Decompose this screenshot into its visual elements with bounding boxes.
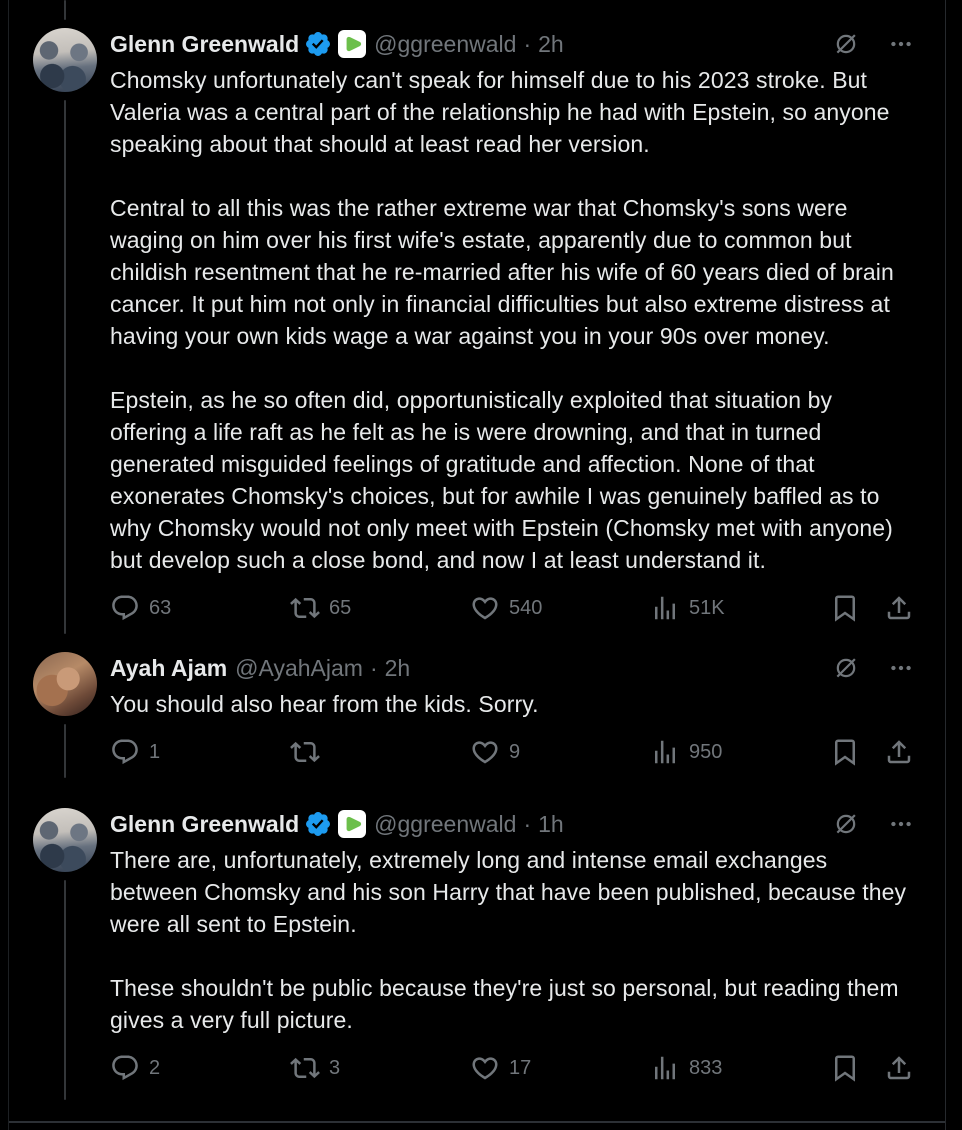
reply-count: 1 xyxy=(149,740,161,763)
more-icon[interactable] xyxy=(888,811,914,837)
views-icon xyxy=(650,593,680,623)
tweet xyxy=(9,638,945,794)
share-icon[interactable] xyxy=(884,593,914,623)
views-icon xyxy=(650,1053,680,1083)
avatar[interactable] xyxy=(33,652,97,716)
reply-count: 2 xyxy=(149,1056,161,1079)
reply-icon xyxy=(110,593,140,623)
author-handle[interactable]: @ggreenwald xyxy=(374,810,517,837)
tweet-header xyxy=(110,28,914,60)
engagement-bar xyxy=(110,734,914,770)
views-count: 950 xyxy=(689,740,723,763)
tweet-gutter xyxy=(33,652,97,770)
tweet-paragraph: Central to all this was the rather extreme war that Chomsky's sons were waging on him over his first wife's estate, apparently due to common but childish resentment that he re-married after his wife of 60 years died of brain cancer. It put him not only in financial difficulties but also extreme distress at having your own kids wage a war against you in your 90s over money. xyxy=(110,195,894,349)
bookmark-icon[interactable] xyxy=(830,593,860,623)
meta-separator: · xyxy=(523,810,532,837)
tweet-paragraph: These shouldn't be public because they're just so personal, but reading them gives a very full picture. xyxy=(110,975,899,1033)
views-count: 51K xyxy=(689,596,725,619)
engagement-bar xyxy=(110,590,914,626)
author-name[interactable]: Glenn Greenwald xyxy=(110,30,300,57)
repost-button[interactable] xyxy=(290,737,470,767)
repost-icon xyxy=(290,1053,320,1083)
views-button[interactable] xyxy=(650,737,830,767)
tweet xyxy=(9,0,945,638)
views-button[interactable] xyxy=(650,593,830,623)
thread-line xyxy=(64,880,66,1100)
repost-button[interactable] xyxy=(290,593,470,623)
repost-icon xyxy=(290,593,320,623)
tweet-paragraph: Chomsky unfortunately can't speak for himself due to his 2023 stroke. But Valeria was a central part of the relationship he had with Epstein, so anyone speaking about that should at least read her version. xyxy=(110,67,890,157)
tweet-paragraph: Epstein, as he so often did, opportunistically exploited that situation by offering a life raft as he felt as he is were drowning, and that in turned generated misguided feelings of gratitude and affection. None of that exonerates Chomsky's choices, but for awhile I was genuinely baffled as to why Chomsky would not only meet with Epstein (Chomsky met with anyone) but develop such a close bond, and now I at least understand it. xyxy=(110,387,893,573)
tweet-paragraph: You should also hear from the kids. Sorry. xyxy=(110,691,539,717)
bookmark-icon[interactable] xyxy=(830,737,860,767)
repost-icon xyxy=(290,737,320,767)
share-icon[interactable] xyxy=(884,1053,914,1083)
like-count: 9 xyxy=(509,740,521,763)
reply-button[interactable] xyxy=(110,737,290,767)
reply-count: 63 xyxy=(149,596,172,619)
tweet-text xyxy=(110,64,914,576)
like-count: 540 xyxy=(509,596,543,619)
like-button[interactable] xyxy=(470,1053,650,1083)
author-name[interactable]: Ayah Ajam xyxy=(110,654,228,681)
rumble-affiliate-badge-icon[interactable] xyxy=(338,30,366,58)
reply-icon xyxy=(110,1053,140,1083)
like-button[interactable] xyxy=(470,593,650,623)
like-icon xyxy=(470,1053,500,1083)
author-handle[interactable]: @ggreenwald xyxy=(374,30,517,57)
timestamp[interactable]: 2h xyxy=(538,30,564,57)
reply-icon xyxy=(110,737,140,767)
verified-badge-icon xyxy=(304,30,332,58)
like-icon xyxy=(470,593,500,623)
engagement-bar xyxy=(110,1050,914,1086)
grok-icon[interactable] xyxy=(832,810,860,838)
like-button[interactable] xyxy=(470,737,650,767)
views-button[interactable] xyxy=(650,1053,830,1083)
verified-badge-icon xyxy=(304,810,332,838)
rumble-affiliate-badge-icon[interactable] xyxy=(338,810,366,838)
tweet-gutter xyxy=(33,28,97,626)
tweet-gutter xyxy=(33,808,97,1086)
tweet-paragraph: There are, unfortunately, extremely long and intense email exchanges between Chomsky and his son Harry that have been published, because they were all sent to Epstein. xyxy=(110,847,907,937)
meta-separator: · xyxy=(523,30,532,57)
tweet-text xyxy=(110,844,914,1036)
tweet-text xyxy=(110,688,914,720)
avatar[interactable] xyxy=(33,28,97,92)
views-count: 833 xyxy=(689,1056,723,1079)
meta-separator: · xyxy=(369,654,378,681)
more-icon[interactable] xyxy=(888,655,914,681)
thread-line xyxy=(64,724,66,778)
timestamp[interactable]: 2h xyxy=(384,654,411,681)
repost-count: 65 xyxy=(329,596,352,619)
bookmark-icon[interactable] xyxy=(830,1053,860,1083)
timeline-column xyxy=(8,0,946,1130)
grok-icon[interactable] xyxy=(832,30,860,58)
grok-icon[interactable] xyxy=(832,654,860,682)
tweet-header xyxy=(110,652,914,684)
views-icon xyxy=(650,737,680,767)
tweet-divider xyxy=(9,1121,945,1123)
tweet-header xyxy=(110,808,914,840)
avatar[interactable] xyxy=(33,808,97,872)
reply-button[interactable] xyxy=(110,1053,290,1083)
share-icon[interactable] xyxy=(884,737,914,767)
repost-count: 3 xyxy=(329,1056,341,1079)
author-handle[interactable]: @AyahAjam xyxy=(235,654,363,681)
thread-line xyxy=(64,100,66,634)
reply-button[interactable] xyxy=(110,593,290,623)
repost-button[interactable] xyxy=(290,1053,470,1083)
thread-line xyxy=(64,0,66,20)
timestamp[interactable]: 1h xyxy=(538,810,564,837)
like-count: 17 xyxy=(509,1056,532,1079)
more-icon[interactable] xyxy=(888,31,914,57)
author-name[interactable]: Glenn Greenwald xyxy=(110,810,300,837)
tweet xyxy=(9,794,945,1086)
like-icon xyxy=(470,737,500,767)
